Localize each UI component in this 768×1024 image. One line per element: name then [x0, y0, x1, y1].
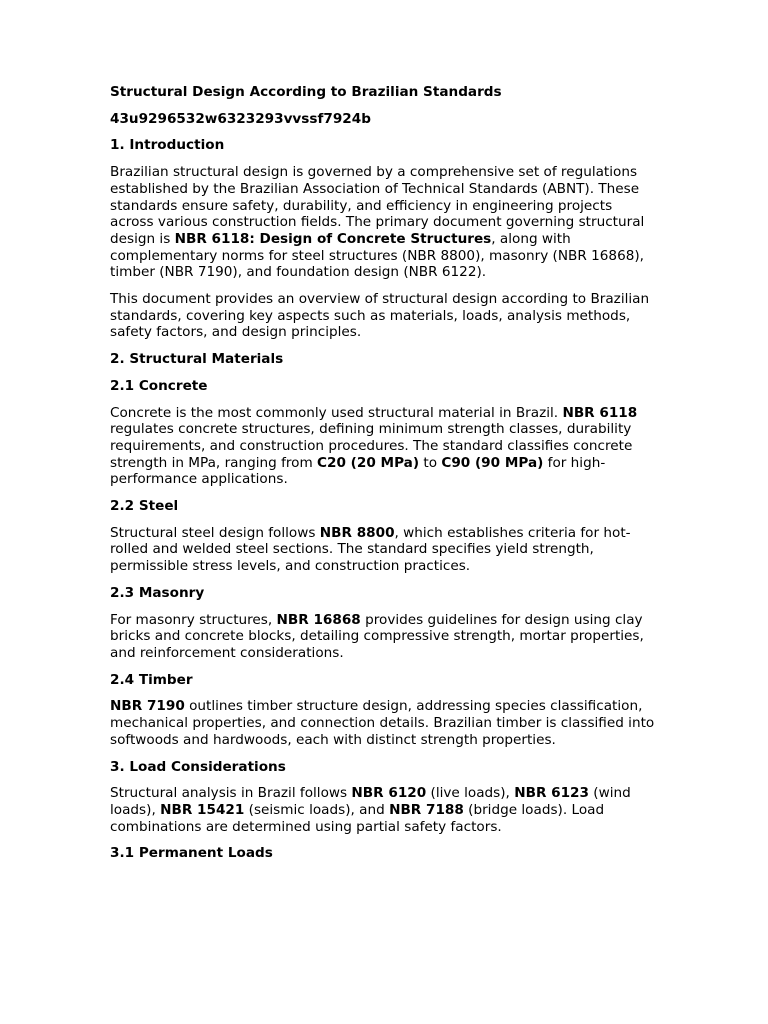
section-heading: 2.3 Masonry — [110, 584, 205, 601]
text-run: (live loads), — [426, 785, 515, 802]
bold-text: NBR 6118: Design of Concrete Structures — [174, 230, 492, 247]
bold-text: C20 (20 MPa) — [317, 454, 420, 471]
text-run: for high-performance applications. — [110, 454, 606, 488]
bold-text: NBR 7188 — [389, 801, 464, 818]
document-id: 43u9296532w6323293vvssf7924b — [110, 110, 371, 127]
text-run: Brazilian structural design is governed by a comprehensive set of regulations established by the Brazilian Association of Technical Standards (ABNT). These standards ensure safety, durability, and efficiency in engineering projects across various construction fields. The primary document governing structural design is — [110, 164, 645, 247]
paragraph — [110, 785, 658, 835]
document-sections — [110, 137, 658, 862]
section-heading: 2.4 Timber — [110, 671, 193, 688]
text-run: regulates concrete structures, defining minimum strength classes, durability requirements, and construction procedures. The standard classifies concrete strength in MPa, ranging from — [110, 421, 633, 471]
bold-text: NBR 7190 — [110, 698, 185, 715]
text-run: (bridge loads). Load combinations are determined using partial safety factors. — [110, 801, 605, 835]
text-run: (seismic loads), and — [244, 801, 390, 818]
section-heading: 2. Structural Materials — [110, 351, 284, 368]
bold-text: NBR 6120 — [351, 785, 427, 802]
paragraph — [110, 405, 658, 489]
document-body — [110, 84, 658, 872]
paragraph — [110, 525, 658, 575]
section-heading: 2.1 Concrete — [110, 377, 208, 394]
bold-text: C90 (90 MPa) — [441, 454, 544, 471]
paragraph — [110, 698, 658, 748]
text-run: For masonry structures, — [110, 611, 277, 628]
text-run: provides guidelines for design using clay bricks and concrete blocks, detailing compressive strength, mortar properties, and reinforcement considerations. — [110, 611, 644, 661]
paragraph — [110, 291, 658, 341]
bold-text: NBR 8800 — [319, 524, 395, 541]
bold-text: NBR 16868 — [276, 611, 361, 628]
text-run: Structural analysis in Brazil follows — [110, 785, 352, 802]
paragraph — [110, 612, 658, 662]
text-run: (wind loads), — [110, 785, 631, 818]
section-heading: 1. Introduction — [110, 137, 225, 154]
document-title: Structural Design According to Brazilian Standards — [110, 84, 502, 100]
text-run: , which establishes criteria for hot-rolled and welded steel sections. The standard specifies yield strength, permissible stress levels, and construction practices. — [110, 524, 631, 575]
text-run: , along with complementary norms for steel structures (NBR 8800), masonry (NBR 16868), timber (NBR 7190), and foundation design (NBR 6122). — [110, 230, 644, 281]
section-heading: 3.1 Permanent Loads — [110, 845, 273, 862]
section-heading: 2.2 Steel — [110, 498, 179, 515]
text-run: This document provides an overview of structural design according to Brazilian standards, covering key aspects such as materials, loads, analysis methods, safety factors, and design principles. — [110, 291, 650, 341]
text-run: Structural steel design follows — [110, 524, 320, 541]
bold-text: NBR 6123 — [514, 785, 589, 802]
text-run: outlines timber structure design, addressing species classification, mechanical properties, and connection details. Brazilian timber is classified into softwoods and hardwoods, each with distinct strength properties. — [110, 698, 655, 748]
text-run: Concrete is the most commonly used structural material in Brazil. — [110, 404, 563, 421]
paragraph — [110, 164, 658, 281]
section-heading: 3. Load Considerations — [110, 758, 286, 775]
bold-text: NBR 15421 — [160, 801, 245, 818]
text-run: to — [419, 454, 442, 471]
bold-text: NBR 6118 — [562, 404, 638, 421]
